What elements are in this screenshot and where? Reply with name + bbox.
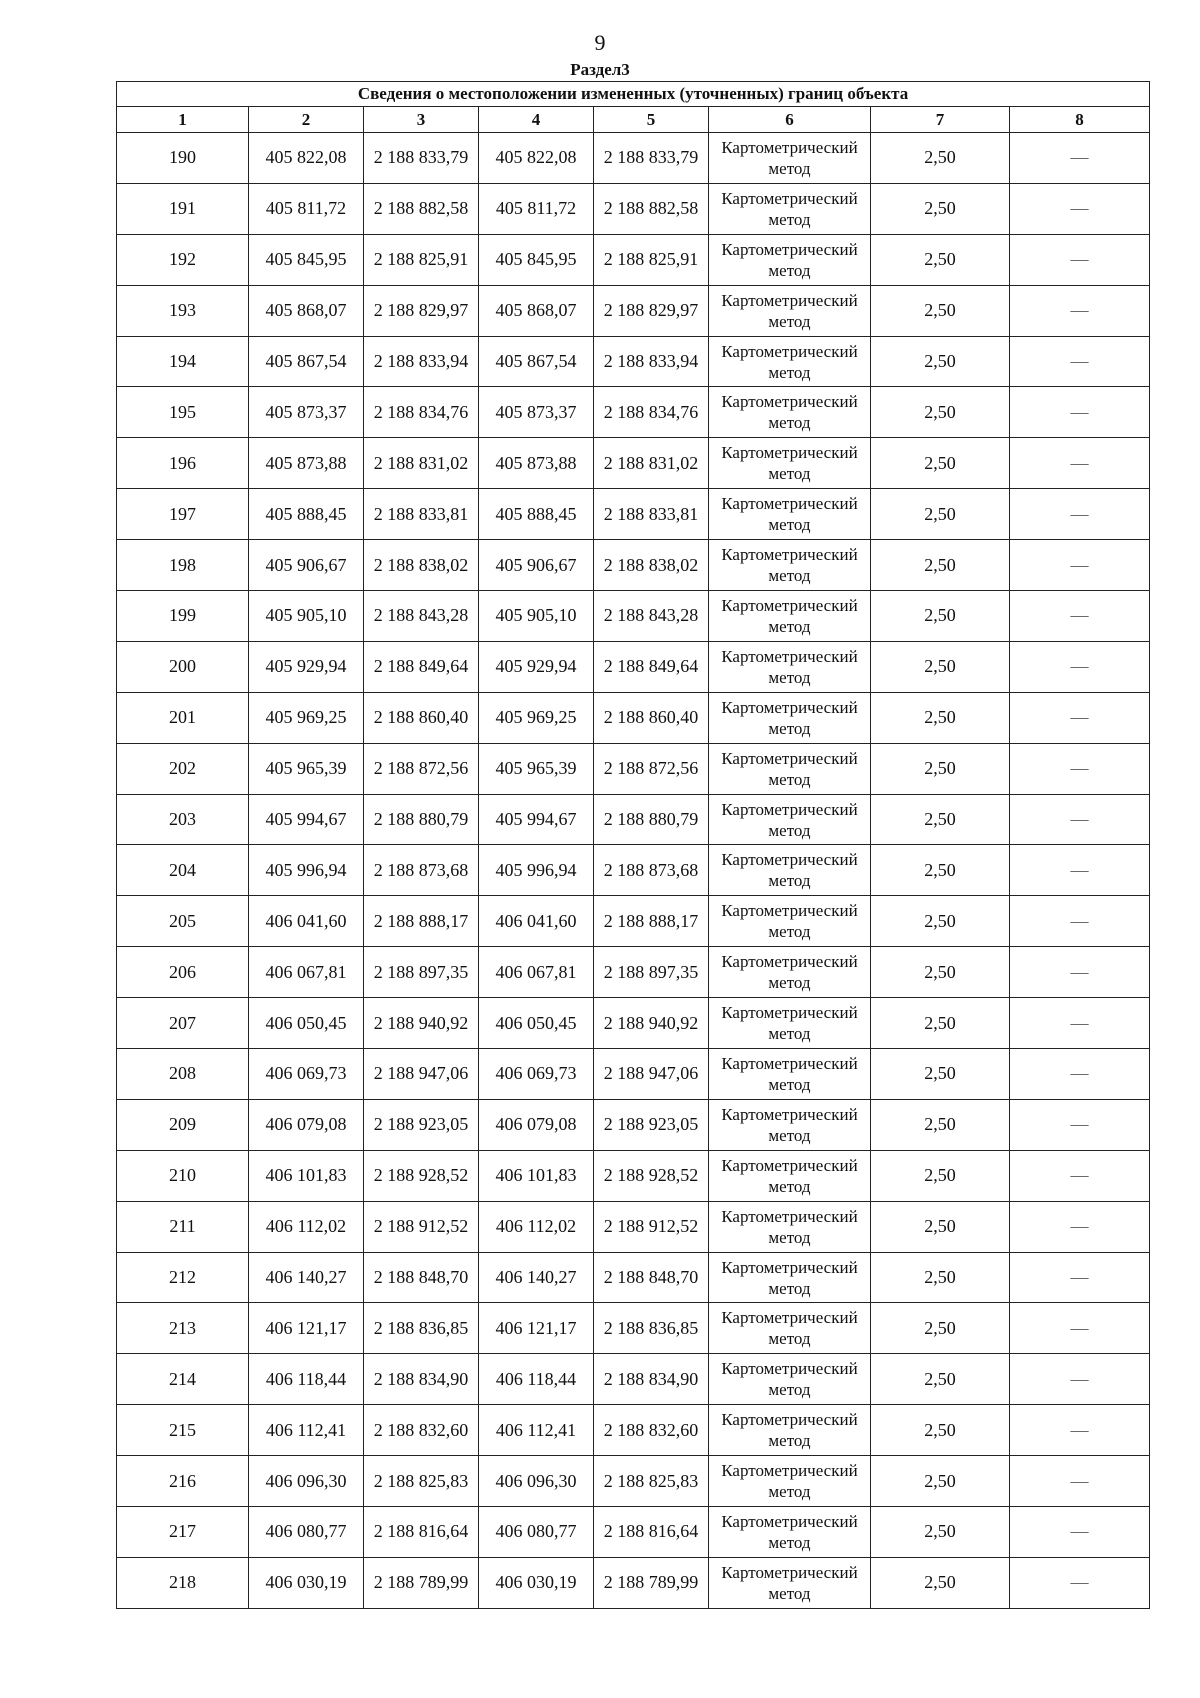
existing-y-cell: 2 188 832,60 <box>364 1405 479 1456</box>
existing-x-cell: 406 112,41 <box>249 1405 364 1456</box>
accuracy-cell: 2,50 <box>871 794 1010 845</box>
refined-y-cell: 2 188 897,35 <box>594 947 709 998</box>
existing-y-cell: 2 188 843,28 <box>364 591 479 642</box>
method-cell: Картометрический метод <box>709 387 871 438</box>
existing-x-cell: 405 888,45 <box>249 489 364 540</box>
existing-y-cell: 2 188 836,85 <box>364 1303 479 1354</box>
accuracy-cell: 2,50 <box>871 234 1010 285</box>
accuracy-cell: 2,50 <box>871 896 1010 947</box>
refined-x-cell: 405 965,39 <box>479 743 594 794</box>
column-number-7: 7 <box>871 107 1010 133</box>
note-cell: — <box>1010 1252 1150 1303</box>
method-cell: Картометрический метод <box>709 947 871 998</box>
method-cell: Картометрический метод <box>709 1354 871 1405</box>
refined-y-cell: 2 188 832,60 <box>594 1405 709 1456</box>
refined-x-cell: 405 822,08 <box>479 133 594 184</box>
method-cell: Картометрический метод <box>709 1252 871 1303</box>
note-cell: — <box>1010 1303 1150 1354</box>
existing-y-cell: 2 188 940,92 <box>364 998 479 1049</box>
accuracy-cell: 2,50 <box>871 489 1010 540</box>
refined-x-cell: 405 888,45 <box>479 489 594 540</box>
method-cell: Картометрический метод <box>709 1405 871 1456</box>
column-number-2: 2 <box>249 107 364 133</box>
accuracy-cell: 2,50 <box>871 998 1010 1049</box>
existing-y-cell: 2 188 880,79 <box>364 794 479 845</box>
method-cell: Картометрический метод <box>709 336 871 387</box>
existing-x-cell: 405 873,37 <box>249 387 364 438</box>
note-cell: — <box>1010 641 1150 692</box>
accuracy-cell: 2,50 <box>871 540 1010 591</box>
point-number-cell: 190 <box>117 133 249 184</box>
note-cell: — <box>1010 794 1150 845</box>
refined-x-cell: 406 118,44 <box>479 1354 594 1405</box>
note-cell: — <box>1010 998 1150 1049</box>
point-number-cell: 216 <box>117 1456 249 1507</box>
note-cell: — <box>1010 591 1150 642</box>
refined-y-cell: 2 188 829,97 <box>594 285 709 336</box>
method-cell: Картометрический метод <box>709 133 871 184</box>
note-cell: — <box>1010 489 1150 540</box>
note-cell: — <box>1010 1354 1150 1405</box>
existing-y-cell: 2 188 912,52 <box>364 1201 479 1252</box>
accuracy-cell: 2,50 <box>871 1201 1010 1252</box>
point-number-cell: 212 <box>117 1252 249 1303</box>
existing-x-cell: 405 906,67 <box>249 540 364 591</box>
note-cell: — <box>1010 1150 1150 1201</box>
table-row <box>117 794 1150 845</box>
existing-x-cell: 405 996,94 <box>249 845 364 896</box>
refined-y-cell: 2 188 825,83 <box>594 1456 709 1507</box>
accuracy-cell: 2,50 <box>871 1456 1010 1507</box>
refined-y-cell: 2 188 833,81 <box>594 489 709 540</box>
table-row <box>117 336 1150 387</box>
point-number-cell: 205 <box>117 896 249 947</box>
existing-x-cell: 406 140,27 <box>249 1252 364 1303</box>
table-row <box>117 743 1150 794</box>
method-cell: Картометрический метод <box>709 540 871 591</box>
existing-x-cell: 406 112,02 <box>249 1201 364 1252</box>
accuracy-cell: 2,50 <box>871 438 1010 489</box>
point-number-cell: 200 <box>117 641 249 692</box>
table-row <box>117 641 1150 692</box>
method-cell: Картометрический метод <box>709 1303 871 1354</box>
column-number-4: 4 <box>479 107 594 133</box>
table-row <box>117 133 1150 184</box>
method-cell: Картометрический метод <box>709 489 871 540</box>
point-number-cell: 215 <box>117 1405 249 1456</box>
column-number-row <box>117 107 1150 133</box>
refined-x-cell: 405 929,94 <box>479 641 594 692</box>
section-label: Раздел3 <box>570 60 630 79</box>
point-number-cell: 195 <box>117 387 249 438</box>
table-row <box>117 1405 1150 1456</box>
point-number-cell: 191 <box>117 183 249 234</box>
point-number-cell: 197 <box>117 489 249 540</box>
existing-y-cell: 2 188 825,91 <box>364 234 479 285</box>
refined-x-cell: 406 112,41 <box>479 1405 594 1456</box>
note-cell: — <box>1010 1201 1150 1252</box>
existing-x-cell: 406 069,73 <box>249 1049 364 1100</box>
refined-y-cell: 2 188 849,64 <box>594 641 709 692</box>
existing-x-cell: 405 811,72 <box>249 183 364 234</box>
refined-x-cell: 406 101,83 <box>479 1150 594 1201</box>
existing-x-cell: 405 873,88 <box>249 438 364 489</box>
refined-y-cell: 2 188 833,94 <box>594 336 709 387</box>
refined-y-cell: 2 188 843,28 <box>594 591 709 642</box>
accuracy-cell: 2,50 <box>871 641 1010 692</box>
refined-y-cell: 2 188 836,85 <box>594 1303 709 1354</box>
existing-x-cell: 406 041,60 <box>249 896 364 947</box>
refined-x-cell: 406 067,81 <box>479 947 594 998</box>
refined-x-cell: 405 868,07 <box>479 285 594 336</box>
refined-x-cell: 405 811,72 <box>479 183 594 234</box>
refined-x-cell: 406 041,60 <box>479 896 594 947</box>
existing-y-cell: 2 188 789,99 <box>364 1557 479 1608</box>
note-cell: — <box>1010 1099 1150 1150</box>
refined-y-cell: 2 188 947,06 <box>594 1049 709 1100</box>
existing-y-cell: 2 188 838,02 <box>364 540 479 591</box>
accuracy-cell: 2,50 <box>871 1252 1010 1303</box>
point-number-cell: 194 <box>117 336 249 387</box>
refined-x-cell: 406 140,27 <box>479 1252 594 1303</box>
refined-x-cell: 405 873,88 <box>479 438 594 489</box>
method-cell: Картометрический метод <box>709 845 871 896</box>
refined-y-cell: 2 188 838,02 <box>594 540 709 591</box>
note-cell: — <box>1010 1049 1150 1100</box>
point-number-cell: 204 <box>117 845 249 896</box>
method-cell: Картометрический метод <box>709 1507 871 1558</box>
accuracy-cell: 2,50 <box>871 743 1010 794</box>
method-cell: Картометрический метод <box>709 1099 871 1150</box>
table-row <box>117 234 1150 285</box>
existing-x-cell: 406 121,17 <box>249 1303 364 1354</box>
method-cell: Картометрический метод <box>709 794 871 845</box>
refined-x-cell: 406 112,02 <box>479 1201 594 1252</box>
note-cell: — <box>1010 743 1150 794</box>
page-number: 9 <box>594 30 606 55</box>
refined-y-cell: 2 188 882,58 <box>594 183 709 234</box>
refined-x-cell: 406 079,08 <box>479 1099 594 1150</box>
refined-x-cell: 405 994,67 <box>479 794 594 845</box>
method-cell: Картометрический метод <box>709 743 871 794</box>
accuracy-cell: 2,50 <box>871 1099 1010 1150</box>
note-cell: — <box>1010 947 1150 998</box>
existing-y-cell: 2 188 816,64 <box>364 1507 479 1558</box>
table-row <box>117 1201 1150 1252</box>
note-cell: — <box>1010 1405 1150 1456</box>
accuracy-cell: 2,50 <box>871 1557 1010 1608</box>
table-row <box>117 947 1150 998</box>
point-number-cell: 214 <box>117 1354 249 1405</box>
refined-y-cell: 2 188 912,52 <box>594 1201 709 1252</box>
existing-y-cell: 2 188 834,90 <box>364 1354 479 1405</box>
note-cell: — <box>1010 1557 1150 1608</box>
refined-y-cell: 2 188 888,17 <box>594 896 709 947</box>
refined-x-cell: 405 873,37 <box>479 387 594 438</box>
table-row <box>117 1049 1150 1100</box>
existing-y-cell: 2 188 848,70 <box>364 1252 479 1303</box>
note-cell: — <box>1010 845 1150 896</box>
existing-x-cell: 406 079,08 <box>249 1099 364 1150</box>
table-row <box>117 489 1150 540</box>
refined-x-cell: 406 069,73 <box>479 1049 594 1100</box>
existing-x-cell: 405 868,07 <box>249 285 364 336</box>
refined-x-cell: 405 867,54 <box>479 336 594 387</box>
table-row <box>117 692 1150 743</box>
existing-y-cell: 2 188 833,81 <box>364 489 479 540</box>
existing-y-cell: 2 188 928,52 <box>364 1150 479 1201</box>
column-number-3: 3 <box>364 107 479 133</box>
table-body <box>117 133 1150 1609</box>
method-cell: Картометрический метод <box>709 285 871 336</box>
existing-y-cell: 2 188 923,05 <box>364 1099 479 1150</box>
existing-y-cell: 2 188 834,76 <box>364 387 479 438</box>
refined-y-cell: 2 188 825,91 <box>594 234 709 285</box>
existing-y-cell: 2 188 833,94 <box>364 336 479 387</box>
method-cell: Картометрический метод <box>709 1456 871 1507</box>
refined-y-cell: 2 188 928,52 <box>594 1150 709 1201</box>
accuracy-cell: 2,50 <box>871 1507 1010 1558</box>
column-number-5: 5 <box>594 107 709 133</box>
refined-x-cell: 406 080,77 <box>479 1507 594 1558</box>
point-number-cell: 203 <box>117 794 249 845</box>
point-number-cell: 206 <box>117 947 249 998</box>
note-cell: — <box>1010 133 1150 184</box>
method-cell: Картометрический метод <box>709 183 871 234</box>
table-row <box>117 183 1150 234</box>
existing-x-cell: 406 080,77 <box>249 1507 364 1558</box>
refined-x-cell: 405 969,25 <box>479 692 594 743</box>
table-row <box>117 1507 1150 1558</box>
accuracy-cell: 2,50 <box>871 845 1010 896</box>
note-cell: — <box>1010 336 1150 387</box>
column-number-6: 6 <box>709 107 871 133</box>
refined-x-cell: 405 905,10 <box>479 591 594 642</box>
existing-x-cell: 406 118,44 <box>249 1354 364 1405</box>
refined-x-cell: 406 096,30 <box>479 1456 594 1507</box>
refined-x-cell: 405 996,94 <box>479 845 594 896</box>
existing-x-cell: 406 096,30 <box>249 1456 364 1507</box>
accuracy-cell: 2,50 <box>871 387 1010 438</box>
refined-y-cell: 2 188 923,05 <box>594 1099 709 1150</box>
method-cell: Картометрический метод <box>709 234 871 285</box>
column-number-1: 1 <box>117 107 249 133</box>
method-cell: Картометрический метод <box>709 998 871 1049</box>
refined-x-cell: 405 845,95 <box>479 234 594 285</box>
point-number-cell: 210 <box>117 1150 249 1201</box>
table-row <box>117 285 1150 336</box>
note-cell: — <box>1010 234 1150 285</box>
method-cell: Картометрический метод <box>709 438 871 489</box>
refined-x-cell: 406 121,17 <box>479 1303 594 1354</box>
point-number-cell: 199 <box>117 591 249 642</box>
table-row <box>117 540 1150 591</box>
point-number-cell: 218 <box>117 1557 249 1608</box>
accuracy-cell: 2,50 <box>871 947 1010 998</box>
existing-x-cell: 405 845,95 <box>249 234 364 285</box>
table-row <box>117 1252 1150 1303</box>
existing-y-cell: 2 188 849,64 <box>364 641 479 692</box>
accuracy-cell: 2,50 <box>871 1354 1010 1405</box>
method-cell: Картометрический метод <box>709 1201 871 1252</box>
refined-y-cell: 2 188 880,79 <box>594 794 709 845</box>
column-number-8: 8 <box>1010 107 1150 133</box>
note-cell: — <box>1010 540 1150 591</box>
existing-x-cell: 405 905,10 <box>249 591 364 642</box>
existing-y-cell: 2 188 947,06 <box>364 1049 479 1100</box>
method-cell: Картометрический метод <box>709 896 871 947</box>
existing-x-cell: 405 822,08 <box>249 133 364 184</box>
refined-y-cell: 2 188 834,76 <box>594 387 709 438</box>
note-cell: — <box>1010 438 1150 489</box>
refined-x-cell: 406 030,19 <box>479 1557 594 1608</box>
note-cell: — <box>1010 285 1150 336</box>
accuracy-cell: 2,50 <box>871 1049 1010 1100</box>
existing-y-cell: 2 188 829,97 <box>364 285 479 336</box>
table-row <box>117 591 1150 642</box>
table-row <box>117 1456 1150 1507</box>
table-row <box>117 1303 1150 1354</box>
note-cell: — <box>1010 387 1150 438</box>
refined-y-cell: 2 188 848,70 <box>594 1252 709 1303</box>
method-cell: Картометрический метод <box>709 1557 871 1608</box>
existing-x-cell: 405 965,39 <box>249 743 364 794</box>
existing-x-cell: 406 101,83 <box>249 1150 364 1201</box>
refined-y-cell: 2 188 873,68 <box>594 845 709 896</box>
accuracy-cell: 2,50 <box>871 336 1010 387</box>
refined-y-cell: 2 188 816,64 <box>594 1507 709 1558</box>
refined-x-cell: 406 050,45 <box>479 998 594 1049</box>
refined-y-cell: 2 188 940,92 <box>594 998 709 1049</box>
method-cell: Картометрический метод <box>709 692 871 743</box>
accuracy-cell: 2,50 <box>871 133 1010 184</box>
refined-y-cell: 2 188 833,79 <box>594 133 709 184</box>
note-cell: — <box>1010 183 1150 234</box>
existing-x-cell: 405 867,54 <box>249 336 364 387</box>
existing-x-cell: 405 969,25 <box>249 692 364 743</box>
accuracy-cell: 2,50 <box>871 1405 1010 1456</box>
note-cell: — <box>1010 1507 1150 1558</box>
existing-x-cell: 405 929,94 <box>249 641 364 692</box>
method-cell: Картометрический метод <box>709 1049 871 1100</box>
note-cell: — <box>1010 1456 1150 1507</box>
existing-x-cell: 406 030,19 <box>249 1557 364 1608</box>
accuracy-cell: 2,50 <box>871 183 1010 234</box>
point-number-cell: 202 <box>117 743 249 794</box>
accuracy-cell: 2,50 <box>871 1303 1010 1354</box>
point-number-cell: 209 <box>117 1099 249 1150</box>
note-cell: — <box>1010 896 1150 947</box>
table-row <box>117 438 1150 489</box>
table-row <box>117 845 1150 896</box>
refined-y-cell: 2 188 831,02 <box>594 438 709 489</box>
boundary-coordinates-table <box>116 81 1150 1609</box>
point-number-cell: 196 <box>117 438 249 489</box>
refined-y-cell: 2 188 872,56 <box>594 743 709 794</box>
table-row <box>117 1150 1150 1201</box>
point-number-cell: 201 <box>117 692 249 743</box>
accuracy-cell: 2,50 <box>871 591 1010 642</box>
table-row <box>117 1354 1150 1405</box>
point-number-cell: 192 <box>117 234 249 285</box>
point-number-cell: 211 <box>117 1201 249 1252</box>
method-cell: Картометрический метод <box>709 641 871 692</box>
existing-y-cell: 2 188 873,68 <box>364 845 479 896</box>
note-cell: — <box>1010 692 1150 743</box>
method-cell: Картометрический метод <box>709 1150 871 1201</box>
point-number-cell: 208 <box>117 1049 249 1100</box>
method-cell: Картометрический метод <box>709 591 871 642</box>
existing-y-cell: 2 188 833,79 <box>364 133 479 184</box>
refined-x-cell: 405 906,67 <box>479 540 594 591</box>
table-row <box>117 387 1150 438</box>
existing-y-cell: 2 188 825,83 <box>364 1456 479 1507</box>
existing-x-cell: 405 994,67 <box>249 794 364 845</box>
refined-y-cell: 2 188 789,99 <box>594 1557 709 1608</box>
existing-x-cell: 406 067,81 <box>249 947 364 998</box>
accuracy-cell: 2,50 <box>871 1150 1010 1201</box>
point-number-cell: 207 <box>117 998 249 1049</box>
existing-y-cell: 2 188 897,35 <box>364 947 479 998</box>
existing-y-cell: 2 188 872,56 <box>364 743 479 794</box>
table-row <box>117 1099 1150 1150</box>
existing-y-cell: 2 188 860,40 <box>364 692 479 743</box>
existing-y-cell: 2 188 831,02 <box>364 438 479 489</box>
point-number-cell: 217 <box>117 1507 249 1558</box>
point-number-cell: 213 <box>117 1303 249 1354</box>
accuracy-cell: 2,50 <box>871 285 1010 336</box>
existing-x-cell: 406 050,45 <box>249 998 364 1049</box>
refined-y-cell: 2 188 834,90 <box>594 1354 709 1405</box>
refined-y-cell: 2 188 860,40 <box>594 692 709 743</box>
existing-y-cell: 2 188 882,58 <box>364 183 479 234</box>
point-number-cell: 198 <box>117 540 249 591</box>
point-number-cell: 193 <box>117 285 249 336</box>
table-caption: Сведения о местоположении измененных (уточненных) границ объекта <box>117 82 1150 107</box>
table-row <box>117 998 1150 1049</box>
accuracy-cell: 2,50 <box>871 692 1010 743</box>
table-row <box>117 1557 1150 1608</box>
table-row <box>117 896 1150 947</box>
existing-y-cell: 2 188 888,17 <box>364 896 479 947</box>
